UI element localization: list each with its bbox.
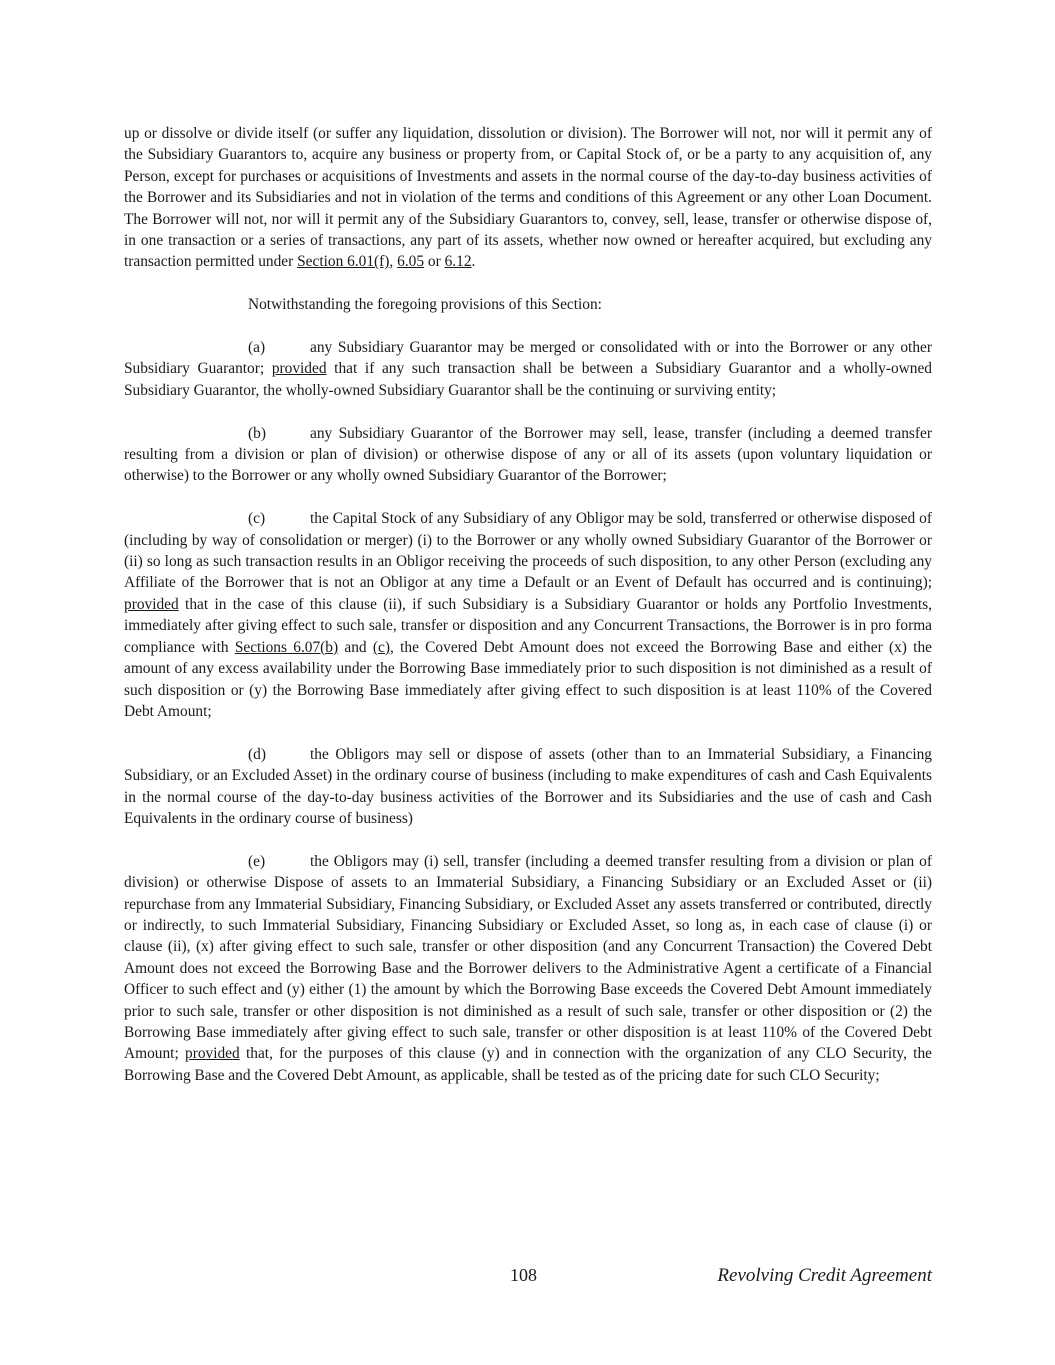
section-ref-6-07b: Sections 6.07(b) xyxy=(234,638,339,656)
section-ref-6-05: 6.05 xyxy=(397,253,425,271)
clause-label: (b) xyxy=(248,424,266,442)
clause-label: (a) xyxy=(248,339,266,357)
section-ref-6-01f: Section 6.01(f) xyxy=(297,253,390,271)
section-ref-6-12: 6.12 xyxy=(444,253,472,271)
clause-c: (c) the Capital Stock of any Subsidiary of any Obligor may be sold, transferred or otherwise disposed of (including by way of consolidation or merger) (i) to the Borrower or any wholly owned Subsidiary Guarantor of the Borrower or (ii) so long as such transaction results in an Obligor receiving the proceeds of such disposition, to any other Person (excluding any Affiliate of the Borrower that is not an Obligor at any time a Default or an Event of Default has occurred and is continuing); provided that in the case of this clause (ii), if such Subsidiary is a Subsidiary Guarantor or holds any Portfolio Investments, immediately after giving effect to such sale, transfer or disposition and any Concurrent Transactions, the Borrower is in pro forma compliance with Sections 6.07(b) and (c), the Covered Debt Amount does not exceed the Borrowing Base and either (x) the amount of any excess availability under the Borrowing Base immediately prior to such disposition is not diminished as a result of such disposition or (y) the Borrowing Base immediately after giving effect to such disposition is at least 110% of the Covered Debt Amount; xyxy=(124,510,932,720)
clause-e: (e) the Obligors may (i) sell, transfer (including a deemed transfer resulting from a division or plan of division) or otherwise Dispose of assets to an Immaterial Subsidiary, a Financing Subsidiary or an Excluded Asset or (ii) repurchase from any Immaterial Subsidiary, Financing Subsidiary, or Excluded Asset any assets transferred or contributed, directly or indirectly, to such Immaterial Subsidiary, Financing Subsidiary or Excluded Asset, so long as, in each case of clause (i) or clause (ii), (x) after giving effect to such sale, transfer or other disposition (and any Concurrent Transaction) the Covered Debt Amount does not exceed the Borrowing Base and the Borrower delivers to the Administrative Agent a certificate of a Financial Officer to such effect and (y) either (1) the amount by which the Borrowing Base exceeds the Covered Debt Amount immediately prior to such sale, transfer or other disposition is not diminished as a result of such sale, transfer or other disposition or (2) the Borrowing Base immediately after giving effect to such sale, transfer or other disposition is at least 110% of the Covered Debt Amount; provided that, for the purposes of this clause (y) and in connection with the organization of any CLO Security, the Borrowing Base and the Covered Debt Amount, as applicable, shall be tested as of the pricing date for such CLO Security; xyxy=(124,852,932,1084)
paragraph-continuation: up or dissolve or divide itself (or suffer any liquidation, dissolution or division). The Borrower will not, nor will it permit any of the Subsidiary Guarantors to, acquire any business or property from, or Capital Stock of, or be a party to any acquisition of, any Person, except for purchases or acquisitions of Investments and assets in the normal course of the day-to-day business activities of the Borrower and its Subsidiaries and not in violation of the terms and conditions of this Agreement or any other Loan Document. The Borrower will not, nor will it permit any of the Subsidiary Guarantors to, convey, sell, lease, transfer or otherwise dispose of, in one transaction or a series of transactions, any part of its assets, whether now owned or hereafter acquired, but excluding any transaction permitted under Section 6.01(f), 6.05 or 6.12. xyxy=(124,125,932,271)
clause-label: (e) xyxy=(248,852,266,870)
provided-term: provided xyxy=(124,595,179,613)
clause-b: (b) any Subsidiary Guarantor of the Borrower may sell, lease, transfer (including a deemed transfer resulting from a division or plan of division) or otherwise dispose of any or all of its assets (upon voluntary liquidation or otherwise) to the Borrower or any wholly owned Subsidiary Guarantor of the Borrower; xyxy=(124,424,932,485)
paragraph-notwithstanding: Notwithstanding the foregoing provisions of this Section: xyxy=(248,296,602,314)
clause-label: (c) xyxy=(248,510,266,528)
document-body xyxy=(124,123,932,1108)
clause-a: (a) any Subsidiary Guarantor may be merged or consolidated with or into the Borrower or any other Subsidiary Guarantor; provided that if any such transaction shall be between a Subsidiary Guarantor and a wholly-owned Subsidiary Guarantor, the wholly-owned Subsidiary Guarantor shall be the continuing or surviving entity; xyxy=(124,339,932,399)
document-title: Revolving Credit Agreement xyxy=(717,1265,932,1286)
page-number: 108 xyxy=(510,1265,537,1285)
section-ref-c: (c) xyxy=(372,638,390,656)
page-footer xyxy=(0,1265,1055,1289)
clause-label: (d) xyxy=(248,745,266,763)
clause-d: (d) the Obligors may sell or dispose of assets (other than to an Immaterial Subsidiary, a Financing Subsidiary, or an Excluded Asset) in the ordinary course of business (including to make expenditures of cash and Cash Equivalents in the normal course of the day-to-day business activities of the Borrower and its Subsidiaries and the use of cash and Cash Equivalents in the ordinary course of business) xyxy=(124,745,932,827)
provided-term: provided xyxy=(271,360,327,378)
provided-term: provided xyxy=(185,1045,240,1063)
